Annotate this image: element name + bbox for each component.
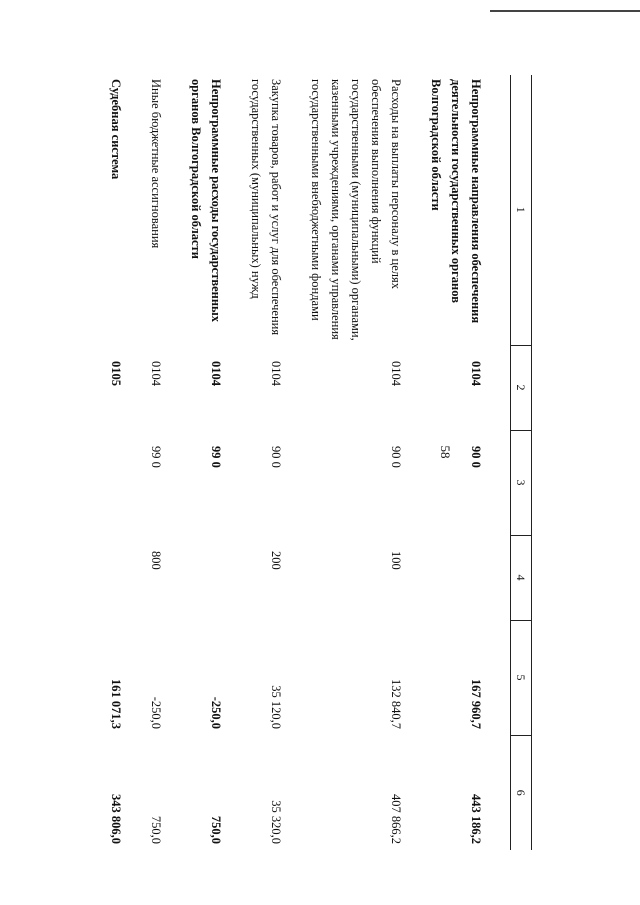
row-section: 0104	[389, 361, 403, 386]
header-col-2: 2	[511, 345, 532, 430]
row-total: 35 320,0	[269, 800, 283, 844]
row-name: Иные бюджетные ассигнования	[149, 79, 163, 249]
table-row	[226, 75, 286, 850]
row-kind: 100	[389, 551, 403, 570]
row-target: 90 0	[389, 446, 403, 468]
row-change: 161 071,3	[109, 679, 123, 729]
row-change: -250,0	[149, 696, 163, 729]
row-kind	[106, 535, 126, 620]
row-total: 750,0	[209, 815, 223, 844]
row-section: 0104	[469, 361, 483, 386]
top-right-edge-mark	[490, 10, 640, 12]
row-name: Расходы на выплаты персоналу в целях обеспечения выполнения функций государственными (муниципальными) органами, казенными учреждениями, органами управления государственными внебюджетными фондами	[309, 79, 403, 341]
table-row	[286, 75, 406, 850]
page-number: 58	[438, 445, 453, 459]
table-row	[126, 75, 166, 850]
header-col-6: 6	[511, 735, 532, 850]
row-kind	[406, 535, 511, 620]
row-change: 132 840,7	[389, 679, 403, 729]
row-target: 90 0	[269, 446, 283, 468]
header-col-1: 1	[511, 75, 532, 345]
row-kind	[166, 535, 226, 620]
row-kind: 200	[269, 551, 283, 570]
table-row	[166, 75, 226, 850]
row-change: -250,0	[209, 696, 223, 729]
header-col-4: 4	[511, 535, 532, 620]
header-col-3: 3	[511, 430, 532, 535]
row-total: 750,0	[149, 815, 163, 844]
row-target: 99 0	[209, 446, 223, 468]
row-section: 0104	[149, 361, 163, 386]
row-name: Судебная система	[109, 79, 123, 180]
table-header-row	[511, 75, 532, 850]
row-change: 35 120,0	[269, 685, 283, 729]
row-total: 343 806,0	[109, 794, 123, 844]
row-section: 0104	[209, 361, 223, 386]
row-target	[106, 430, 126, 535]
row-name: Непрограммные направления обеспечения деятельности государственных органов Волгоградской области	[429, 79, 483, 324]
row-total: 407 866,2	[389, 794, 403, 844]
row-change: 167 960,7	[469, 679, 483, 729]
table-row	[106, 75, 126, 850]
row-kind: 800	[149, 551, 163, 570]
table-row	[406, 75, 511, 850]
budget-table	[106, 75, 532, 850]
row-section: 0105	[109, 361, 123, 386]
row-section: 0104	[269, 361, 283, 386]
row-name: Непрограммные расходы государственных органов Волгоградской области	[189, 79, 223, 323]
table-rotation-frame	[80, 75, 532, 850]
header-col-5: 5	[511, 620, 532, 735]
row-name: Закупка товаров, работ и услуг для обеспечения государственных (муниципальных) нужд	[249, 79, 283, 336]
budget-table-sheet	[80, 75, 532, 850]
row-target: 90 0	[469, 446, 483, 468]
row-target: 99 0	[149, 446, 163, 468]
row-total: 443 186,2	[469, 794, 483, 844]
